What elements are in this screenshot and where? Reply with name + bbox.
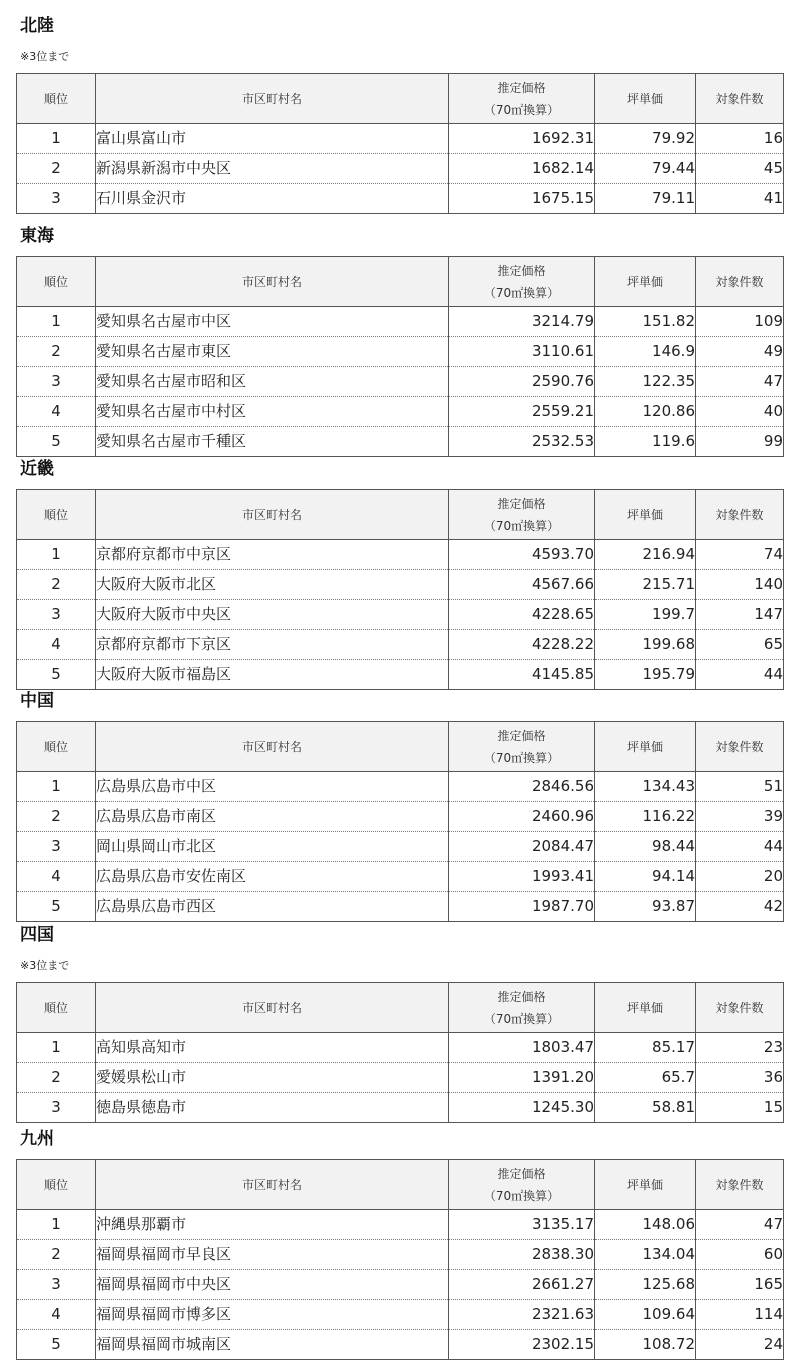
tsubo-price-cell: 216.94 [595, 540, 696, 570]
header-name: 市区町村名 [96, 490, 449, 540]
header-tsubo: 坪単価 [595, 722, 696, 772]
header-rank: 順位 [17, 983, 96, 1033]
table-header-row [17, 1160, 784, 1210]
price-cell: 4593.70 [449, 540, 595, 570]
table-row [17, 427, 784, 457]
price-cell: 2302.15 [449, 1330, 595, 1360]
municipality-cell: 京都府京都市下京区 [96, 630, 449, 660]
header-tsubo: 坪単価 [595, 1160, 696, 1210]
municipality-cell: 岡山県岡山市北区 [96, 832, 449, 862]
count-cell: 65 [696, 630, 784, 660]
table-row [17, 337, 784, 367]
tsubo-price-cell: 109.64 [595, 1300, 696, 1330]
municipality-cell: 愛知県名古屋市千種区 [96, 427, 449, 457]
municipality-cell: 愛知県名古屋市昭和区 [96, 367, 449, 397]
municipality-cell: 広島県広島市西区 [96, 892, 449, 922]
table-row [17, 184, 784, 214]
municipality-cell: 広島県広島市南区 [96, 802, 449, 832]
header-name: 市区町村名 [96, 722, 449, 772]
price-cell: 2661.27 [449, 1270, 595, 1300]
table-row [17, 124, 784, 154]
header-price-line2: （70㎡換算） [483, 1188, 560, 1203]
header-price [449, 1160, 595, 1210]
municipality-cell: 沖縄県那覇市 [96, 1210, 449, 1240]
region-note: ※3位まで [20, 50, 70, 63]
municipality-cell: 愛知県名古屋市中区 [96, 307, 449, 337]
table-row [17, 1240, 784, 1270]
tsubo-price-cell: 151.82 [595, 307, 696, 337]
count-cell: 147 [696, 600, 784, 630]
municipality-cell: 新潟県新潟市中央区 [96, 154, 449, 184]
tsubo-price-cell: 134.43 [595, 772, 696, 802]
ranking-table [16, 721, 784, 922]
rank-cell: 2 [17, 154, 96, 184]
rank-cell: 2 [17, 1240, 96, 1270]
table-row [17, 1300, 784, 1330]
region-title: 中国 [20, 691, 54, 711]
municipality-cell: 愛媛県松山市 [96, 1063, 449, 1093]
header-rank: 順位 [17, 490, 96, 540]
rank-cell: 5 [17, 427, 96, 457]
header-name: 市区町村名 [96, 257, 449, 307]
price-cell: 2590.76 [449, 367, 595, 397]
table-row [17, 367, 784, 397]
header-count: 対象件数 [696, 983, 784, 1033]
rank-cell: 3 [17, 600, 96, 630]
table-row [17, 307, 784, 337]
table-row [17, 1063, 784, 1093]
table-row [17, 1033, 784, 1063]
price-cell: 1987.70 [449, 892, 595, 922]
rank-cell: 3 [17, 832, 96, 862]
tsubo-price-cell: 134.04 [595, 1240, 696, 1270]
header-price-line1: 推定価格 [497, 1166, 546, 1181]
header-price-line2: （70㎡換算） [483, 102, 560, 117]
count-cell: 20 [696, 862, 784, 892]
municipality-cell: 福岡県福岡市城南区 [96, 1330, 449, 1360]
rank-cell: 3 [17, 184, 96, 214]
table-row [17, 154, 784, 184]
header-count: 対象件数 [696, 722, 784, 772]
rank-cell: 3 [17, 1270, 96, 1300]
municipality-cell: 京都府京都市中京区 [96, 540, 449, 570]
tsubo-price-cell: 199.68 [595, 630, 696, 660]
rank-cell: 1 [17, 307, 96, 337]
table-row [17, 892, 784, 922]
rank-cell: 4 [17, 1300, 96, 1330]
count-cell: 44 [696, 832, 784, 862]
header-price-line1: 推定価格 [497, 728, 546, 743]
rank-cell: 3 [17, 1093, 96, 1123]
count-cell: 44 [696, 660, 784, 690]
header-rank: 順位 [17, 257, 96, 307]
price-cell: 1803.47 [449, 1033, 595, 1063]
table-row [17, 772, 784, 802]
price-cell: 4228.65 [449, 600, 595, 630]
tsubo-price-cell: 94.14 [595, 862, 696, 892]
header-count: 対象件数 [696, 490, 784, 540]
tsubo-price-cell: 125.68 [595, 1270, 696, 1300]
rank-cell: 2 [17, 337, 96, 367]
region-title: 四国 [20, 925, 54, 945]
municipality-cell: 石川県金沢市 [96, 184, 449, 214]
count-cell: 16 [696, 124, 784, 154]
tsubo-price-cell: 120.86 [595, 397, 696, 427]
header-price-line1: 推定価格 [497, 989, 546, 1004]
count-cell: 15 [696, 1093, 784, 1123]
count-cell: 41 [696, 184, 784, 214]
municipality-cell: 徳島県徳島市 [96, 1093, 449, 1123]
table-row [17, 832, 784, 862]
header-price-line1: 推定価格 [497, 496, 546, 511]
rank-cell: 4 [17, 862, 96, 892]
tsubo-price-cell: 199.7 [595, 600, 696, 630]
count-cell: 47 [696, 1210, 784, 1240]
price-cell: 1675.15 [449, 184, 595, 214]
tsubo-price-cell: 85.17 [595, 1033, 696, 1063]
header-price [449, 722, 595, 772]
count-cell: 24 [696, 1330, 784, 1360]
rank-cell: 1 [17, 772, 96, 802]
price-cell: 2460.96 [449, 802, 595, 832]
municipality-cell: 愛知県名古屋市中村区 [96, 397, 449, 427]
price-cell: 1391.20 [449, 1063, 595, 1093]
header-name: 市区町村名 [96, 1160, 449, 1210]
count-cell: 74 [696, 540, 784, 570]
tsubo-price-cell: 79.44 [595, 154, 696, 184]
municipality-cell: 大阪府大阪市福島区 [96, 660, 449, 690]
header-price-line2: （70㎡換算） [483, 1011, 560, 1026]
price-cell: 3214.79 [449, 307, 595, 337]
tsubo-price-cell: 65.7 [595, 1063, 696, 1093]
price-cell: 1993.41 [449, 862, 595, 892]
header-rank: 順位 [17, 74, 96, 124]
price-cell: 3135.17 [449, 1210, 595, 1240]
municipality-cell: 大阪府大阪市北区 [96, 570, 449, 600]
price-cell: 1245.30 [449, 1093, 595, 1123]
ranking-table [16, 982, 784, 1123]
header-price [449, 74, 595, 124]
tsubo-price-cell: 215.71 [595, 570, 696, 600]
header-name: 市区町村名 [96, 983, 449, 1033]
header-price-line2: （70㎡換算） [483, 750, 560, 765]
price-cell: 4567.66 [449, 570, 595, 600]
price-cell: 2321.63 [449, 1300, 595, 1330]
rank-cell: 1 [17, 1033, 96, 1063]
count-cell: 42 [696, 892, 784, 922]
count-cell: 140 [696, 570, 784, 600]
table-header-row [17, 74, 784, 124]
tsubo-price-cell: 93.87 [595, 892, 696, 922]
header-name: 市区町村名 [96, 74, 449, 124]
price-cell: 1682.14 [449, 154, 595, 184]
count-cell: 60 [696, 1240, 784, 1270]
rank-cell: 2 [17, 802, 96, 832]
municipality-cell: 福岡県福岡市早良区 [96, 1240, 449, 1270]
tsubo-price-cell: 146.9 [595, 337, 696, 367]
table-row [17, 1210, 784, 1240]
tsubo-price-cell: 122.35 [595, 367, 696, 397]
rank-cell: 2 [17, 1063, 96, 1093]
count-cell: 23 [696, 1033, 784, 1063]
table-row [17, 397, 784, 427]
header-tsubo: 坪単価 [595, 257, 696, 307]
rank-cell: 5 [17, 892, 96, 922]
municipality-cell: 福岡県福岡市博多区 [96, 1300, 449, 1330]
tsubo-price-cell: 79.92 [595, 124, 696, 154]
header-price-line2: （70㎡換算） [483, 285, 560, 300]
header-tsubo: 坪単価 [595, 490, 696, 540]
header-count: 対象件数 [696, 257, 784, 307]
header-count: 対象件数 [696, 1160, 784, 1210]
rank-cell: 1 [17, 540, 96, 570]
price-cell: 2559.21 [449, 397, 595, 427]
tsubo-price-cell: 195.79 [595, 660, 696, 690]
rank-cell: 1 [17, 1210, 96, 1240]
table-row [17, 1270, 784, 1300]
municipality-cell: 広島県広島市安佐南区 [96, 862, 449, 892]
count-cell: 40 [696, 397, 784, 427]
header-tsubo: 坪単価 [595, 983, 696, 1033]
tsubo-price-cell: 108.72 [595, 1330, 696, 1360]
count-cell: 47 [696, 367, 784, 397]
table-header-row [17, 722, 784, 772]
tsubo-price-cell: 79.11 [595, 184, 696, 214]
price-cell: 1692.31 [449, 124, 595, 154]
table-row [17, 540, 784, 570]
tsubo-price-cell: 98.44 [595, 832, 696, 862]
header-count: 対象件数 [696, 74, 784, 124]
ranking-table [16, 489, 784, 690]
tsubo-price-cell: 58.81 [595, 1093, 696, 1123]
table-row [17, 630, 784, 660]
ranking-table [16, 256, 784, 457]
price-cell: 4228.22 [449, 630, 595, 660]
count-cell: 51 [696, 772, 784, 802]
table-row [17, 660, 784, 690]
rank-cell: 2 [17, 570, 96, 600]
rank-cell: 4 [17, 630, 96, 660]
municipality-cell: 大阪府大阪市中央区 [96, 600, 449, 630]
ranking-table [16, 73, 784, 214]
header-price [449, 490, 595, 540]
region-title: 九州 [20, 1129, 54, 1149]
rank-cell: 4 [17, 397, 96, 427]
header-rank: 順位 [17, 1160, 96, 1210]
header-rank: 順位 [17, 722, 96, 772]
table-row [17, 570, 784, 600]
region-title: 近畿 [20, 459, 54, 479]
table-row [17, 802, 784, 832]
tsubo-price-cell: 148.06 [595, 1210, 696, 1240]
count-cell: 165 [696, 1270, 784, 1300]
region-title: 北陸 [20, 16, 54, 36]
header-price-line2: （70㎡換算） [483, 518, 560, 533]
table-header-row [17, 983, 784, 1033]
municipality-cell: 福岡県福岡市中央区 [96, 1270, 449, 1300]
header-price [449, 257, 595, 307]
rank-cell: 1 [17, 124, 96, 154]
municipality-cell: 愛知県名古屋市東区 [96, 337, 449, 367]
header-price [449, 983, 595, 1033]
tsubo-price-cell: 116.22 [595, 802, 696, 832]
price-cell: 2532.53 [449, 427, 595, 457]
header-tsubo: 坪単価 [595, 74, 696, 124]
price-cell: 2838.30 [449, 1240, 595, 1270]
ranking-table [16, 1159, 784, 1360]
tsubo-price-cell: 119.6 [595, 427, 696, 457]
rank-cell: 3 [17, 367, 96, 397]
rank-cell: 5 [17, 1330, 96, 1360]
table-row [17, 1093, 784, 1123]
table-row [17, 600, 784, 630]
price-cell: 2084.47 [449, 832, 595, 862]
header-price-line1: 推定価格 [497, 80, 546, 95]
price-cell: 4145.85 [449, 660, 595, 690]
table-header-row [17, 490, 784, 540]
count-cell: 114 [696, 1300, 784, 1330]
count-cell: 99 [696, 427, 784, 457]
table-row [17, 862, 784, 892]
table-header-row [17, 257, 784, 307]
rank-cell: 5 [17, 660, 96, 690]
count-cell: 109 [696, 307, 784, 337]
table-row [17, 1330, 784, 1360]
header-price-line1: 推定価格 [497, 263, 546, 278]
price-cell: 3110.61 [449, 337, 595, 367]
municipality-cell: 広島県広島市中区 [96, 772, 449, 802]
municipality-cell: 高知県高知市 [96, 1033, 449, 1063]
municipality-cell: 富山県富山市 [96, 124, 449, 154]
count-cell: 36 [696, 1063, 784, 1093]
count-cell: 39 [696, 802, 784, 832]
count-cell: 49 [696, 337, 784, 367]
count-cell: 45 [696, 154, 784, 184]
region-note: ※3位まで [20, 959, 70, 972]
region-title: 東海 [20, 226, 54, 246]
price-cell: 2846.56 [449, 772, 595, 802]
